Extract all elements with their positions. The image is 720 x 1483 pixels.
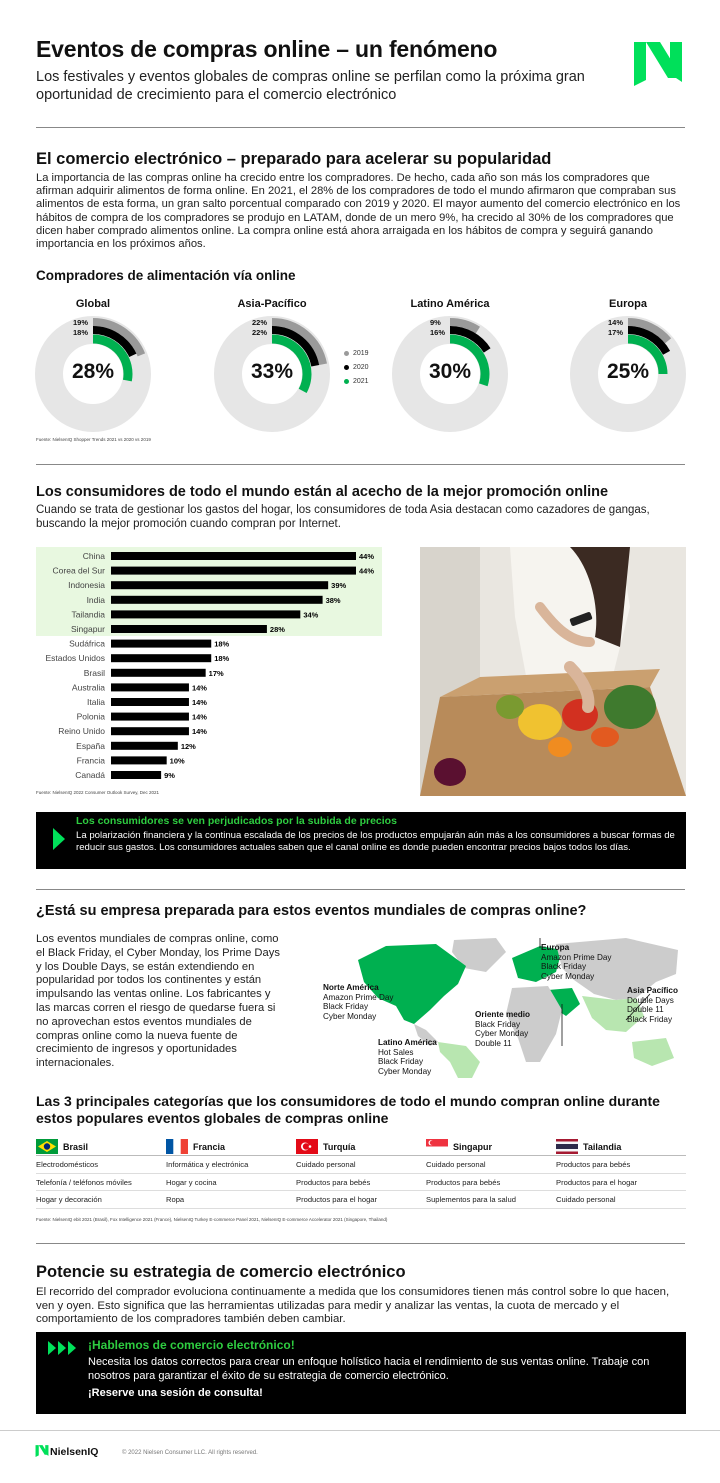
legend-label: 2021 <box>353 377 369 385</box>
bar <box>111 596 323 604</box>
bar-value-label: 28% <box>269 625 285 634</box>
arrow-right-icon <box>53 828 65 850</box>
country-column <box>36 1138 166 1209</box>
donut-center-value: 28% <box>71 360 115 383</box>
bar <box>111 742 178 750</box>
bar-category-label: India <box>86 594 105 605</box>
bar-value-label: 14% <box>191 683 207 693</box>
divider <box>0 1430 720 1431</box>
bar-category-label: Tailandia <box>71 609 105 620</box>
callout2-title: ¡Hablemos de comercio electrónico! <box>88 1338 295 1352</box>
bar-category-label: Reino Unido <box>58 726 105 737</box>
legend-dot <box>344 351 349 356</box>
bar-value-label: 14% <box>191 698 207 707</box>
donut-small-labels <box>608 318 623 338</box>
section-promo-body: Cuando se trata de gestionar los gastos del hogar, los consumidores de toda Asia destacan como cazadores de gangas, buscando la mejor promoción cuando compran por Internet. <box>36 504 650 530</box>
donut-center-value: 30% <box>428 360 472 383</box>
donut-center-value: 33% <box>250 360 294 383</box>
label-2020: 22% <box>252 328 268 337</box>
country-name: Singapur <box>453 1141 493 1152</box>
bar <box>111 625 267 633</box>
category-cell: Productos para bebés <box>426 1174 556 1192</box>
country-column <box>426 1138 556 1209</box>
category-cell: Productos para el hogar <box>556 1174 686 1192</box>
nielseniq-logo-icon <box>632 38 684 86</box>
bar-value-label: 10% <box>169 756 185 766</box>
category-cell: Cuidado personal <box>296 1156 426 1174</box>
bar-value-label: 14% <box>191 727 207 737</box>
bar-category-label: Brasil <box>83 667 105 678</box>
triple-arrow-icon <box>48 1341 78 1355</box>
category-cell: Productos para el hogar <box>296 1191 426 1209</box>
section-events-body: Los eventos mundiales de compras online, como el Black Friday, el Cyber Monday, los Prime Days y los Double Days, se están extendiendo en popularidad por todos los continentes y están impulsando las ventas online. Los fabricantes y las marcas corren el riesgo de quedarse fuera si no aprovechan estos eventos mundiales de compras online como la nueva fuente de crecimiento de ingresos y oportunidades internacionales. <box>36 933 280 1070</box>
bar-category-label: Indonesia <box>68 580 105 591</box>
donut-title-3: Europa <box>609 298 647 310</box>
divider <box>36 889 685 890</box>
categories-table <box>36 1138 686 1212</box>
category-cell: Electrodomésticos <box>36 1156 166 1174</box>
callout2-body: Necesita los datos correctos para crear un enfoque holístico hacia el rendimiento de sus ventas online. Trabaje con nosotros para garantizar el éxito de su estrategia de comercio electrónico. <box>88 1356 650 1382</box>
label-2019: 14% <box>608 318 624 327</box>
map-label-europe: Europa Amazon Prime Day Black Friday Cyber Monday <box>541 943 612 981</box>
bar-chart-source: Fuente: NielsenIQ 2022 Consumer Outlook Survey, Dec 2021 <box>36 790 159 795</box>
consultation-link[interactable]: ¡Reserve una sesión de consulta! <box>88 1387 263 1399</box>
category-cell: Ropa <box>166 1191 296 1209</box>
legend-item-2021 <box>344 374 384 388</box>
singapore-flag-icon <box>426 1139 448 1154</box>
label-2019: 19% <box>73 318 89 327</box>
bar <box>111 683 189 691</box>
category-cell: Productos para bebés <box>556 1156 686 1174</box>
bar <box>111 567 356 575</box>
category-cell: Hogar y cocina <box>166 1174 296 1192</box>
legend-dot <box>344 379 349 384</box>
bar-category-label: Sudáfrica <box>69 638 105 649</box>
country-name: Turquía <box>323 1141 356 1152</box>
donut-small-labels <box>252 318 267 338</box>
bar-category-label: Estados Unidos <box>45 653 105 664</box>
donut-legend <box>344 346 384 390</box>
category-cell: Cuidado personal <box>426 1156 556 1174</box>
label-2020: 18% <box>73 328 89 337</box>
section-strategy-title: Potencie su estrategia de comercio electrónico <box>36 1263 406 1281</box>
bar-category-label: Italia <box>87 697 105 707</box>
page-subtitle: Los festivales y eventos globales de compras online se perfilan como la próxima gran oportunidad de crecimiento para el comercio electrónico <box>36 69 585 103</box>
bar-value-label: 18% <box>214 639 230 649</box>
bar <box>111 727 189 735</box>
country-column <box>556 1138 686 1209</box>
label-2020: 17% <box>608 328 624 337</box>
bar-value-label: 9% <box>164 771 175 780</box>
bar-value-label: 17% <box>208 668 224 678</box>
donut-title-1: Asia-Pacífico <box>237 298 307 310</box>
callout-title: Los consumidores se ven perjudicados por la subida de precios <box>76 815 397 827</box>
category-cell: Suplementos para la salud <box>426 1191 556 1209</box>
footer-brand: NielsenIQ <box>50 1446 99 1458</box>
label-2019: 22% <box>252 318 268 327</box>
legend-label: 2019 <box>353 349 369 357</box>
map-label-latam: Latino América Hot Sales Black Friday Cyber Monday <box>378 1038 437 1076</box>
legend-dot <box>344 365 349 370</box>
label-2020: 16% <box>430 328 446 337</box>
country-header <box>426 1138 556 1156</box>
donut-chart-title: Compradores de alimentación vía online <box>36 268 296 283</box>
country-column <box>296 1138 426 1209</box>
bar-category-label: China <box>82 551 105 561</box>
country-header <box>36 1138 166 1156</box>
legend-item-2019 <box>344 346 384 360</box>
grocery-box-photo <box>420 547 686 796</box>
bar <box>111 581 328 589</box>
bar <box>111 669 206 677</box>
bar-value-label: 14% <box>191 712 207 722</box>
bar <box>111 610 300 618</box>
france-flag-icon <box>166 1139 188 1154</box>
country-name: Brasil <box>63 1141 89 1152</box>
country-header <box>556 1138 686 1156</box>
section-strategy-body: El recorrido del comprador evoluciona continuamente a medida que los consumidores tienen más control sobre lo que hacen, ven y oyen. Esto significa que las herramientas utilizadas para medir y analizar las ventas, la cuota de mercado y el comportamiento de los compradores también deben cambiar. <box>36 1286 670 1325</box>
section-ecommerce-body: La importancia de las compras online ha crecido entre los compradores. De hecho, cada año son más los compradores que afirman adquirir alimentos de forma online. En 2021, el 28% de los compradores de todo el mundo afirmaron que compraban sus alimentos de esta forma, un gran salto porcentual comparado con 2019 y 2020. El mayor aumento del comercio electrónico en los hábitos de compra de los compradores se produjo en LATAM, donde de un mero 9%, ha crecido al 30% de los compradores que dicen haber comprado alimentos online. La compra online está ahora arraigada en los hábitos de compra y seguirá ganando importancia en los próximos años. <box>36 172 681 251</box>
bar-category-label: Francia <box>76 755 105 766</box>
categories-source: Fuente: NielsenIQ ebit 2021 (Brasil), Fox Intelligence 2021 (France), NielsenIQ Turkey E-commerce Panel 2021, NielsenIQ E-commerce Accelerator 2021 (Singapore, Thailand) <box>36 1217 388 1222</box>
bar-category-label: Corea del Sur <box>52 565 105 576</box>
map-label-north-america: Norte América Amazon Prime Day Black Friday Cyber Monday <box>323 983 394 1021</box>
donut-title-0: Global <box>75 298 111 310</box>
bar-category-label: Canadá <box>75 770 105 780</box>
footer-logo-icon <box>35 1444 49 1457</box>
legend-label: 2020 <box>353 363 369 371</box>
bar-value-label: 44% <box>359 566 375 576</box>
bar-value-label: 18% <box>214 654 230 664</box>
bar <box>111 552 356 560</box>
donut-center-value: 25% <box>606 360 650 383</box>
bar-category-label: Singapur <box>70 624 105 634</box>
section-events-title: ¿Está su empresa preparada para estos eventos mundiales de compras online? <box>36 903 587 919</box>
category-cell: Productos para bebés <box>296 1174 426 1192</box>
footer-copyright: © 2022 Nielsen Consumer LLC. All rights reserved. <box>122 1450 258 1456</box>
label-2019: 9% <box>430 318 441 327</box>
legend-item-2020 <box>344 360 384 374</box>
donut-title-2: Latino América <box>410 298 490 310</box>
donut-small-labels <box>430 318 445 338</box>
turkey-flag-icon <box>296 1139 318 1154</box>
bar <box>111 698 189 706</box>
bar-value-label: 38% <box>325 595 341 605</box>
talk-ecommerce-callout <box>36 1332 686 1414</box>
bar-value-label: 44% <box>359 552 375 561</box>
bar-value-label: 12% <box>180 741 196 751</box>
bar <box>111 756 167 764</box>
section-categories-title: Las 3 principales categorías que los consumidores de todo el mundo compran online durante estos populares eventos globales de compras online <box>36 1093 660 1126</box>
bar-category-label: Australia <box>71 682 105 693</box>
callout-body: La polarización financiera y la continua escalada de los precios de los productos empujarán aún más a los consumidores a buscar formas de reducir sus gastos. Los consumidores actuales saben que el canal online es donde pueden encontrar precios bajos todos los días. <box>76 830 675 853</box>
donut-source: Fuente: NielsenIQ Shopper Trends 2021 vs 2020 vs 2019 <box>36 437 151 442</box>
bar-category-label: Polonia <box>76 711 105 722</box>
bar <box>111 654 211 662</box>
country-header <box>166 1138 296 1156</box>
donut-small-labels <box>73 318 88 338</box>
country-name: Francia <box>193 1141 226 1152</box>
map-label-asia: Asia Pacífico Double Days Double 11 Black Friday <box>627 986 678 1024</box>
price-rise-callout <box>36 812 686 869</box>
divider <box>36 464 685 465</box>
divider <box>36 1243 685 1244</box>
bar-value-label: 34% <box>303 610 319 620</box>
bar <box>111 713 189 721</box>
category-cell: Informática y electrónica <box>166 1156 296 1174</box>
map-label-middle-east: Oriente medio Black Friday Cyber Monday Double 11 <box>475 1010 531 1048</box>
bar-category-label: España <box>76 740 105 751</box>
bar-chart <box>36 547 382 782</box>
thailand-flag-icon <box>556 1139 578 1154</box>
country-header <box>296 1138 426 1156</box>
brazil-flag-icon <box>36 1139 58 1154</box>
bar-value-label: 39% <box>331 581 347 591</box>
category-cell: Cuidado personal <box>556 1191 686 1209</box>
category-cell: Hogar y decoración <box>36 1191 166 1209</box>
divider <box>36 127 685 128</box>
page-title: Eventos de compras online – un fenómeno <box>36 36 498 62</box>
category-cell: Telefonía / teléfonos móviles <box>36 1174 166 1192</box>
section-ecommerce-title: El comercio electrónico – preparado para acelerar su popularidad <box>36 150 552 168</box>
country-column <box>166 1138 296 1209</box>
section-promo-title: Los consumidores de todo el mundo están al acecho de la mejor promoción online <box>36 484 609 500</box>
bar <box>111 640 211 648</box>
country-name: Tailandia <box>583 1141 622 1152</box>
bar <box>111 771 161 779</box>
